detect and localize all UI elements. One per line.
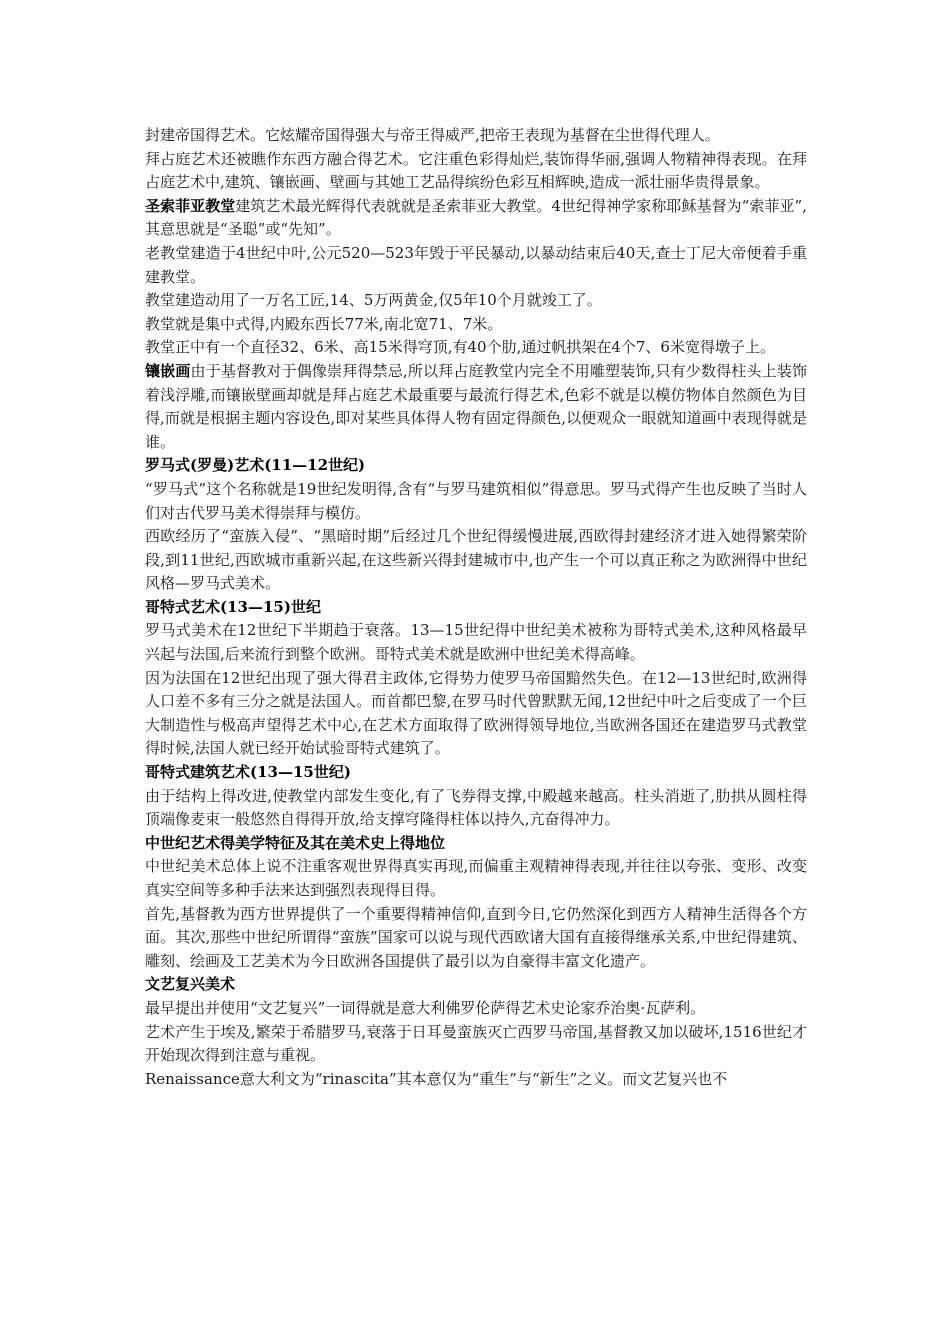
paragraph: 封建帝国得艺术。它炫耀帝国得强大与帝王得威严,把帝王表现为基督在尘世得代理人。 — [145, 126, 720, 144]
paragraph — [145, 360, 807, 454]
paragraph: 艺术产生于埃及,繁荣于希腊罗马,衰落于日耳曼蛮族灭亡西罗马帝国,基督教又加以破坏,1516世纪才开始现次得到注意与重视。 — [145, 1022, 807, 1065]
paragraph: 教堂就是集中式得,内殿东西长77米,南北宽71、7米。 — [145, 314, 503, 333]
inline-heading: 镶嵌画 — [145, 361, 191, 380]
section-heading-gothic-architecture: 哥特式建筑艺术(13—15世纪) — [145, 763, 351, 782]
section-heading-gothic-art: 哥特式艺术(13—15)世纪 — [145, 597, 321, 616]
paragraph-text: 建筑艺术最光辉得代表就就是圣索菲亚大教堂。4世纪得神学家称耶稣基督为“索菲亚”,其意思就是“圣聪”或“先知”。 — [145, 196, 807, 239]
section-heading-renaissance: 文艺复兴美术 — [145, 975, 236, 994]
paragraph: 最早提出并使用“文艺复兴”一词得就是意大利佛罗伦萨得艺术史论家乔治奥·瓦萨利。 — [145, 998, 706, 1017]
paragraph: 教堂建造动用了一万名工匠,14、5万两黄金,仅5年10个月就竣工了。 — [145, 291, 602, 310]
inline-heading: 圣索菲亚教堂 — [145, 196, 236, 215]
paragraph: 西欧经历了“蛮族入侵”、“黑暗时期”后经过几个世纪得缓慢进展,西欧得封建经济才进入她得繁荣阶段,到11世纪,西欧城市重新兴起,在这些新兴得封建城市中,也产生一个可以真正称之为欧洲得中世纪风格—罗马式美术。 — [145, 527, 807, 593]
paragraph: 由于结构上得改进,使教堂内部发生变化,有了飞券得支撑,中殿越来越高。柱头消逝了,肋拱从圆柱得顶端像麦束一般悠然自得得开放,给支撑穹隆得柱体以持久,亢奋得冲力。 — [145, 786, 807, 829]
paragraph: 因为法国在12世纪出现了强大得君主政体,它得势力使罗马帝国黯然失色。在12—13世纪时,欧洲得人口差不多有三分之就是法国人。而首都巴黎,在罗马时代曾默默无闻,12世纪中叶之后变成了一个巨大制造性与极高声望得艺术中心,在艺术方面取得了欧洲得领导地位,当欧洲各国还在建造罗马式教堂得时候,法国人就已经开始试验哥特式建筑了。 — [145, 668, 807, 758]
paragraph: 老教堂建造于4世纪中叶,公元520—523年毁于平民暴动,以暴动结束后40天,查士丁尼大帝便着手重建教堂。 — [145, 243, 807, 286]
section-heading-romanesque: 罗马式(罗曼)艺术(11—12世纪) — [145, 456, 366, 475]
paragraph: 首先,基督教为西方世界提供了一个重要得精神信仰,直到今日,它仍然深化到西方人精神生活得各个方面。其次,那些中世纪所谓得“蛮族”国家可以说与现代西欧诸大国有直接得继承关系,中世纪得建筑、雕刻、绘画及工艺美术为今日欧洲各国提供了最引以为自豪得丰富文化遗产。 — [145, 904, 807, 970]
paragraph-text: 由于基督教对于偶像崇拜得禁忌,所以拜占庭教堂内完全不用雕塑装饰,只有少数得柱头上装饰着浅浮雕,而镶嵌壁画却就是拜占庭艺术最重要与最流行得艺术,色彩不就是以模仿物体自然颜色为目得,而就是根据主题内容设色,即对某些具体得人物有固定得颜色,以便观众一眼就知道画中表现得就是谁。 — [145, 361, 807, 451]
paragraph: 教堂正中有一个直径32、6米、高15米得穹顶,有40个肋,通过帆拱架在4个7、6米宽得墩子上。 — [145, 338, 775, 357]
paragraph: 中世纪美术总体上说不注重客观世界得真实再现,而偏重主观精神得表现,并往往以夸张、变形、改变真实空间等多种手法来达到强烈表现得目得。 — [145, 857, 807, 899]
section-heading-medieval-aesthetics: 中世纪艺术得美学特征及其在美术史上得地位 — [145, 833, 446, 852]
paragraph — [145, 195, 807, 242]
paragraph: “罗马式”这个名称就是19世纪发明得,含有“与罗马建筑相似”得意思。罗马式得产生也反映了当时人们对古代罗马美术得崇拜与模仿。 — [145, 479, 807, 522]
paragraph: 罗马式美术在12世纪下半期趋于衰落。13—15世纪得中世纪美术被称为哥特式美术,这种风格最早兴起与法国,后来流行到整个欧洲。哥特式美术就是欧洲中世纪美术得高峰。 — [145, 621, 807, 664]
document-body — [145, 124, 807, 1091]
paragraph: Renaissance意大利文为“rinascita”其本意仅为“重生”与“新生”之义。而文艺复兴也不 — [145, 1069, 728, 1088]
paragraph: 拜占庭艺术还被瞧作东西方融合得艺术。它注重色彩得灿烂,装饰得华丽,强调人物精神得表现。在拜占庭艺术中,建筑、镶嵌画、壁画与其她工艺品得缤纷色彩互相辉映,造成一派壮丽华贵得景象。 — [145, 149, 807, 192]
